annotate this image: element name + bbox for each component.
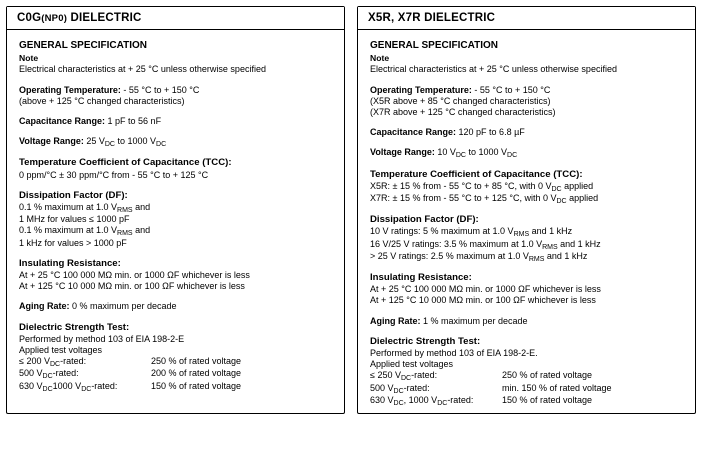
section-title: Aging Rate: [370,315,421,326]
section-dissipation-factor [370,214,685,263]
general-specification [370,40,685,76]
section-line: (X7R above + 125 °C changed characteristics) [370,107,556,118]
section-title-value: 0 % maximum per decade [69,301,177,312]
row-value: 200 % of rated voltage [151,368,242,379]
row-label: 500 $V_{DC}$-rated: [370,382,430,395]
section-capacitance-range [370,127,685,138]
row-label: 630 $V_{DC}$, 1000 $V_{DC}$-rated: [370,394,474,407]
panel-title-paren: (NP0) [41,13,68,24]
section-aging-rate [370,316,685,327]
row-value: 250 % of rated voltage [502,370,593,381]
section-dielectric-strength-test [370,336,685,407]
row-value: 150 % of rated voltage [151,380,242,391]
section-title: Dielectric Strength Test: [370,335,481,347]
table-row [370,383,685,395]
panel-title-main: X5R, X7R DIELECTRIC [368,12,496,24]
section-line: 0.1 % maximum at 1.0 $V_{RMS}$ and [19,202,151,215]
section-line: X5R: ± 15 % from - 55 °C to + 85 °C, with 0 $V_{DC}$ applied [370,180,594,193]
row-value: min. 150 % of rated voltage [502,382,612,393]
section-title-value: 120 pF to 6.8 µF [456,127,525,138]
panel-x5r-x7r [357,6,696,414]
note-label: Note [370,53,390,64]
section-insulating-resistance [370,272,685,307]
section-line: 16 V/25 V ratings: 3.5 % maximum at 1.0 $V_{RMS}$ and 1 kHz [370,238,601,251]
table-row [370,370,685,382]
section-line: At + 25 °C 100 000 MΩ min. or 1000 ΩF whichever is less [19,270,250,281]
section-operating-temperature [370,85,685,119]
section-line: (X5R above + 85 °C changed characteristics) [370,95,551,106]
section-line: Applied test voltages [370,359,454,370]
section-dielectric-strength-test [19,322,334,393]
section-line: X7R: ± 15 % from - 55 °C to + 125 °C, with 0 $V_{DC}$ applied [370,193,599,206]
section-title-value: - 55 °C to + 150 °C [471,84,551,95]
table-row [19,368,334,380]
section-tcc [370,169,685,206]
section-title: Insulating Resistance: [19,257,121,269]
section-title: Operating Temperature: [370,84,472,95]
panel-title-main: C0G [17,12,42,24]
section-line: 1 kHz for values > 1000 pF [19,237,127,248]
section-title: Dissipation Factor (DF): [370,214,479,226]
section-line: Applied test voltages [19,345,103,356]
section-capacitance-range [19,116,334,127]
section-title: Capacitance Range: [370,127,457,138]
section-title-value: 1 % maximum per decade [420,315,528,326]
section-title: Temperature Coefficient of Capacitance (TCC): [370,168,583,180]
panel-body-x5r-x7r [358,30,695,413]
section-title: Operating Temperature: [19,84,121,95]
row-label: 500 $V_{DC}$-rated: [19,368,79,381]
panel-title-c0g [7,7,344,30]
section-title: Dielectric Strength Test: [19,321,130,333]
section-line: 1 MHz for values ≤ 1000 pF [19,214,130,225]
section-title: Voltage Range: [370,147,435,158]
general-spec-heading: GENERAL SPECIFICATION [370,40,498,51]
row-label: ≤ 200 $V_{DC}$-rated: [19,356,87,369]
general-specification [19,40,334,76]
section-title: Aging Rate: [19,301,70,312]
section-line: 10 V ratings: 5 % maximum at 1.0 $V_{RMS}$ and 1 kHz [370,226,573,239]
section-title: Insulating Resistance: [370,272,472,284]
panel-title-rest: DIELECTRIC [70,12,142,24]
note-label: Note [19,53,39,64]
section-line: At + 125 °C 10 000 MΩ min. or 100 ΩF whichever is less [19,281,245,292]
section-insulating-resistance [19,258,334,293]
section-voltage-range: Voltage Range: 10 $V_{DC}$ to 1000 $V_{DC}$ [370,147,518,160]
section-line: At + 125 °C 10 000 MΩ min. or 100 ΩF whichever is less [370,295,596,306]
section-line: 0 ppm/°C ± 30 ppm/°C from - 55 °C to + 125 °C [19,169,209,180]
row-label: 630 $V_{DC}1000$ $V_{DC}$-rated: [19,380,118,393]
general-spec-heading: GENERAL SPECIFICATION [19,40,147,51]
section-voltage-range: Voltage Range: 25 $V_{DC}$ to 1000 $V_{DC}$ [19,136,167,149]
section-operating-temperature [19,85,334,107]
row-value: 150 % of rated voltage [502,394,593,405]
section-tcc [19,157,334,180]
section-title: Voltage Range: [19,136,84,147]
section-line: (above + 125 °C changed characteristics) [19,95,185,106]
section-line: Performed by method 103 of EIA 198-2-E. [370,348,538,359]
section-title-value: 1 pF to 56 nF [105,116,162,127]
section-title: Dissipation Factor (DF): [19,189,128,201]
note-text: Electrical characteristics at + 25 °C unless otherwise specified [370,64,617,75]
section-line: Performed by method 103 of EIA 198-2-E [19,333,185,344]
panel-title-x5r-x7r [358,7,695,30]
panel-body-c0g [7,30,344,399]
section-line: 0.1 % maximum at 1.0 $V_{RMS}$ and [19,225,151,238]
section-line: At + 25 °C 100 000 MΩ min. or 1000 ΩF whichever is less [370,284,601,295]
table-row [19,356,334,368]
section-aging-rate [19,301,334,312]
row-value: 250 % of rated voltage [151,356,242,367]
note-text: Electrical characteristics at + 25 °C unless otherwise specified [19,64,266,75]
table-row [370,395,685,407]
row-label: ≤ 250 $V_{DC}$-rated: [370,370,438,383]
section-title-value: - 55 °C to + 150 °C [120,84,200,95]
section-title: Capacitance Range: [19,116,106,127]
section-title: Temperature Coefficient of Capacitance (TCC): [19,157,232,169]
section-dissipation-factor [19,190,334,249]
section-line: > 25 V ratings: 2.5 % maximum at 1.0 $V_{RMS}$ and 1 kHz [370,250,588,263]
panel-c0g [6,6,345,414]
table-row [19,381,334,393]
